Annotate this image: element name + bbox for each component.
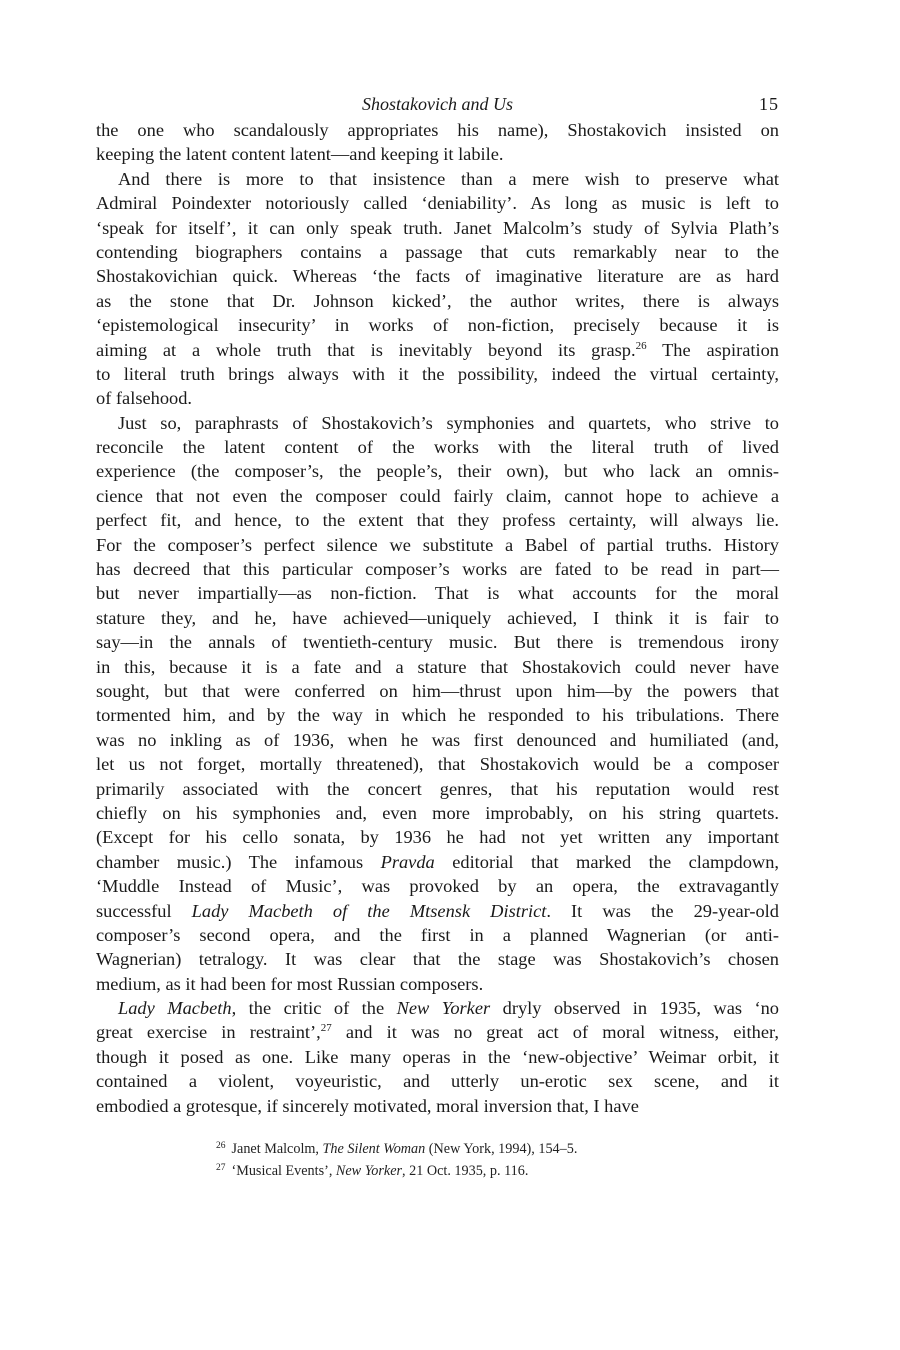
text-run: . It was the 29-year-old [546, 900, 779, 921]
text-line: tormented him, and by the way in which he responded to his tribulations. There [96, 705, 779, 726]
text-line: composer’s second opera, and the first in a planned Wagnerian (or anti- [96, 924, 779, 945]
text-line: chiefly on his symphonies and, even more improbably, on his string quartets. [96, 802, 779, 823]
footnote-title: The Silent Woman [322, 1141, 426, 1157]
footnote-marker: 26 [635, 339, 647, 352]
paragraph [96, 118, 779, 167]
text-line: experience (the composer’s, the people’s, their own), but who lack an omnis- [96, 461, 779, 482]
text-line [96, 338, 779, 362]
book-page [96, 92, 779, 1118]
footnote-27 [216, 1159, 577, 1181]
text-line: keeping the latent content latent—and keeping it labile. [96, 144, 504, 165]
text-line: primarily associated with the concert genres, that his reputation would rest [96, 778, 779, 799]
text-line [96, 996, 779, 1020]
text-line: Wagnerian) tetralogy. It was clear that the stage was Shostakovich’s chosen [96, 949, 779, 970]
text-line: as the stone that Dr. Johnson kicked’, the author writes, there is always [96, 290, 779, 311]
page-number: 15 [759, 94, 779, 114]
text-line: ‘epistemological insecurity’ in works of non-fiction, precisely because it is [96, 315, 779, 336]
italic-title: Lady Macbeth of the Mtsensk District [191, 900, 547, 921]
text-run: great exercise in restraint’, [96, 1022, 321, 1043]
footnote-text: ‘Musical Events’, [231, 1163, 336, 1179]
text-line: has decreed that this particular composer’s works are fated to be read in part— [96, 559, 779, 580]
footnote-text: Janet Malcolm, [231, 1141, 323, 1157]
text-line: perfect fit, and hence, to the extent that they profess certainty, will always lie. [96, 510, 779, 531]
text-line: stature they, and he, have achieved—uniquely achieved, I think it is fair to [96, 607, 779, 628]
text-line: in this, because it is a fate and a stature that Shostakovich could never have [96, 656, 779, 677]
text-run: editorial that marked the clampdown, [434, 851, 779, 872]
text-line: ‘Muddle Instead of Music’, was provoked by an opera, the extravagantly [96, 876, 779, 897]
italic-title: New Yorker [396, 998, 491, 1019]
text-line: Shostakovichian quick. Whereas ‘the facts of imaginative literature are as hard [96, 266, 779, 287]
text-line: sought, but that were conferred on him—thrust upon him—by the powers that [96, 680, 779, 701]
footnotes [216, 1137, 577, 1181]
text-line: For the composer’s perfect silence we substitute a Babel of partial truths. History [96, 534, 779, 555]
running-title: Shostakovich and Us [362, 94, 513, 114]
text-line: say—in the annals of twentieth-century music. But there is tremendous irony [96, 632, 779, 653]
paragraph [96, 411, 779, 996]
text-line [96, 1020, 779, 1044]
text-run: , the critic of the [231, 998, 397, 1019]
text-line: but never impartially—as non-fiction. That is what accounts for the moral [96, 583, 779, 604]
text-line: embodied a grotesque, if sincerely motivated, moral inversion that, I have [96, 1095, 639, 1116]
paragraph [96, 167, 779, 411]
text-line: medium, as it had been for most Russian composers. [96, 973, 484, 994]
text-run: chamber music.) The infamous [96, 851, 381, 872]
text-line: let us not forget, mortally threatened), that Shostakovich would be a composer [96, 754, 779, 775]
text-line: And there is more to that insistence than a mere wish to preserve what [118, 168, 779, 189]
footnote-text: (New York, 1994), 154–5. [425, 1141, 578, 1157]
text-line: the one who scandalously appropriates his name), Shostakovich insisted on [96, 120, 779, 140]
text-line: (Except for his cello sonata, by 1936 he had not yet written any important [96, 827, 779, 848]
text-line: contending biographers contains a passage that cuts remarkably near to the [96, 241, 779, 262]
text-run: dryly observed in 1935, was ‘no [490, 998, 779, 1019]
text-run: and it was no great act of moral witness, either, [331, 1022, 779, 1043]
body-text [96, 118, 779, 1118]
text-line: to literal truth brings always with it the possibility, indeed the virtual certainty, [96, 363, 779, 384]
italic-title: Lady Macbeth [118, 998, 232, 1019]
footnote-number: 27 [216, 1163, 226, 1173]
footnote-number: 26 [216, 1141, 226, 1151]
footnote-marker: 27 [320, 1022, 332, 1035]
text-line: Just so, paraphrasts of Shostakovich’s symphonies and quartets, who strive to [118, 412, 779, 433]
text-line: Admiral Poindexter notoriously called ‘deniability’. As long as music is left to [96, 193, 779, 214]
text-line: contained a violent, voyeuristic, and utterly un-erotic sex scene, and it [96, 1071, 779, 1092]
text-line: reconcile the latent content of the works with the literal truth of lived [96, 437, 779, 458]
running-head [96, 92, 779, 116]
text-run: The aspiration [646, 339, 779, 360]
text-line: ‘speak for itself’, it can only speak truth. Janet Malcolm’s study of Sylvia Plath’s [96, 217, 779, 238]
text-line: though it posed as one. Like many operas in the ‘new-objective’ Weimar orbit, it [96, 1046, 779, 1067]
text-line: cience that not even the composer could fairly claim, cannot hope to achieve a [96, 485, 779, 506]
text-run: successful [96, 900, 192, 921]
text-line: of falsehood. [96, 388, 193, 409]
text-line [96, 899, 779, 923]
footnote-title: New Yorker [335, 1163, 403, 1179]
paragraph [96, 996, 779, 1118]
footnote-text: , 21 Oct. 1935, p. 116. [402, 1163, 529, 1179]
text-line [96, 850, 779, 874]
footnote-26 [216, 1137, 577, 1159]
text-run: aiming at a whole truth that is inevitably beyond its grasp. [96, 339, 636, 360]
text-line: was no inkling as of 1936, when he was first denounced and humiliated (and, [96, 729, 779, 750]
italic-title: Pravda [380, 851, 435, 872]
